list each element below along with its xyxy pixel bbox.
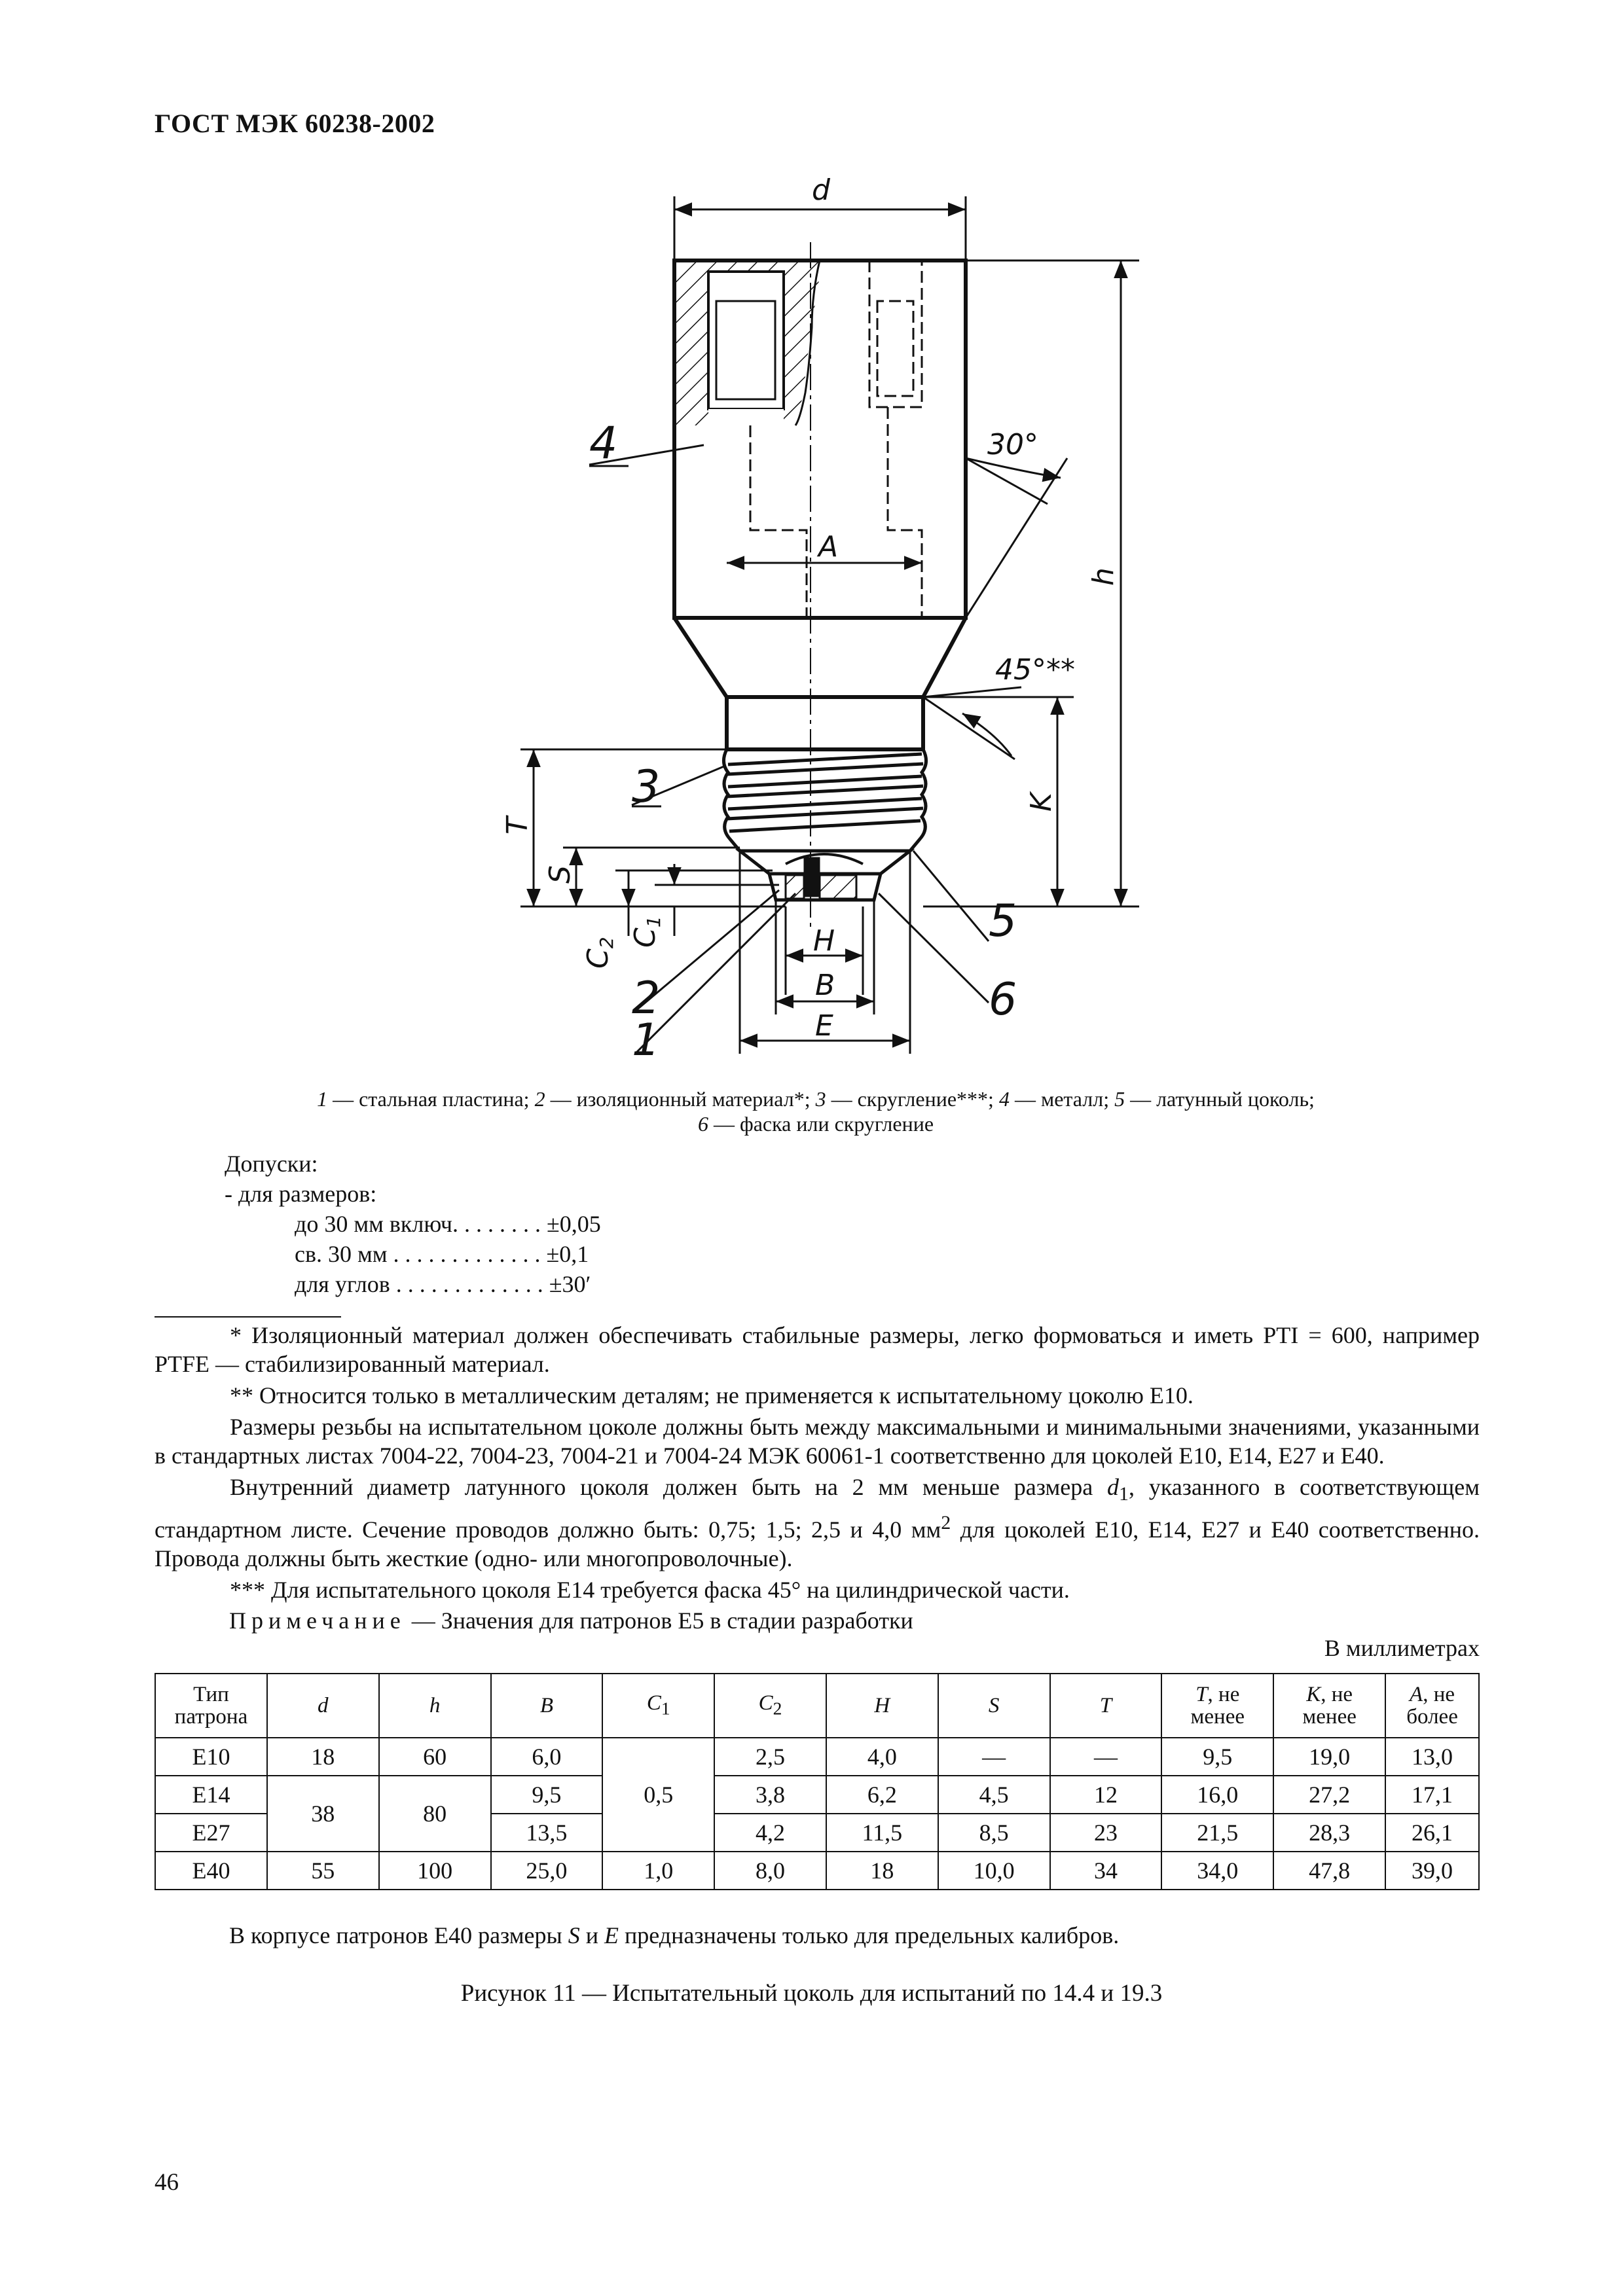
label-d: d bbox=[812, 173, 830, 207]
label-K: K bbox=[1025, 793, 1058, 812]
spec-table bbox=[155, 1673, 1480, 1890]
footnote-1: * Изоляционный материал должен обеспечивать стабильные размеры, легко формоваться и иметь PTI = 600, например PTFE — стабилизированный материал. bbox=[155, 1322, 1480, 1377]
tolerance-row: св. 30 мм . . . . . . . . . . . . . ±0,1 bbox=[295, 1241, 589, 1267]
tolerances-sub: - для размеров: bbox=[225, 1181, 377, 1207]
table-row: Е27 13,5 4,2 11,5 8,5 23 21,5 28,3 26,1 bbox=[155, 1814, 1479, 1852]
note bbox=[229, 1607, 913, 1634]
steel-insert bbox=[716, 301, 775, 399]
table-note: В корпусе патронов Е40 размеры S и E предназначены только для предельных калибров. bbox=[229, 1922, 1120, 1948]
col-T: T bbox=[1050, 1674, 1162, 1738]
callout-1: 1 bbox=[632, 1014, 661, 1066]
callout-6: 6 bbox=[989, 974, 1017, 1026]
page-number: 46 bbox=[155, 2169, 179, 2196]
document-header: ГОСТ МЭК 60238-2002 bbox=[155, 109, 435, 138]
table-row: Е14 38 80 9,5 3,8 6,2 4,5 12 16,0 27,2 17,1 bbox=[155, 1776, 1479, 1814]
footnotes bbox=[155, 1321, 1480, 1607]
footnote-2: ** Относится только в металлическим деталям; не применяется к испытательному цоколю Е10. bbox=[230, 1382, 1194, 1408]
label-T: T bbox=[501, 817, 534, 834]
label-h: h bbox=[1087, 567, 1120, 586]
label-A: A bbox=[818, 530, 839, 564]
note-text: — Значения для патронов Е5 в стадии разработки bbox=[405, 1607, 913, 1634]
table-row: Е10 18 60 6,0 0,5 2,5 4,0 — — 9,5 19,0 13,0 bbox=[155, 1738, 1479, 1776]
col-K-min: K, не менее bbox=[1273, 1674, 1385, 1738]
callout-3: 3 bbox=[632, 761, 661, 813]
figure-caption: Рисунок 11 — Испытательный цоколь для испытаний по 14.4 и 19.3 bbox=[460, 1980, 1163, 2007]
label-C1: C1 bbox=[629, 916, 665, 948]
tolerances-title: Допуски: bbox=[225, 1151, 318, 1177]
footnote-3: Размеры резьбы на испытательном цоколе должны быть между максимальными и минимальными значениями, указанными в стандартных листах 7004-22, 7004-23, 7004-21 и 7004-24 МЭК 60061-1 соответственно для цоколей Е10, Е14, Е27 и Е40. bbox=[155, 1414, 1480, 1469]
col-T-min: T, не менее bbox=[1161, 1674, 1273, 1738]
footnote-5: *** Для испытательного цоколя Е14 требуется фаска 45° на цилиндрической части. bbox=[230, 1577, 1070, 1604]
tolerance-row: для углов . . . . . . . . . . . . . ±30′ bbox=[295, 1271, 591, 1297]
callout-5: 5 bbox=[989, 895, 1017, 947]
callout-4: 4 bbox=[589, 418, 618, 469]
note-label: Примечание bbox=[229, 1607, 406, 1634]
label-C2: C2 bbox=[581, 937, 617, 969]
col-H: H bbox=[826, 1674, 938, 1738]
table-header-row bbox=[155, 1674, 1479, 1738]
base-body bbox=[674, 242, 966, 929]
legend-line-2: 6 — фаска или скругление bbox=[697, 1112, 934, 1136]
legend-line-1: 1 — стальная пластина; 2 — изоляционный материал*; 3 — скругление***; 4 — металл; 5 — латунный цоколь; bbox=[317, 1087, 1315, 1111]
label-H: H bbox=[813, 924, 835, 958]
cone bbox=[674, 618, 966, 697]
collar bbox=[727, 697, 923, 749]
label-E: E bbox=[815, 1009, 833, 1043]
col-type: Тип патрона bbox=[155, 1674, 267, 1738]
callout-2: 2 bbox=[632, 973, 661, 1024]
col-C2: $C_2$ bbox=[714, 1674, 826, 1738]
tolerances bbox=[225, 1149, 601, 1299]
col-d: d bbox=[267, 1674, 379, 1738]
col-C1: $C_1$ bbox=[602, 1674, 714, 1738]
col-B: B bbox=[491, 1674, 603, 1738]
hidden-bore bbox=[750, 425, 807, 618]
technical-drawing bbox=[0, 0, 1623, 1086]
label-angle-30: 30° bbox=[987, 428, 1038, 461]
figure-legend bbox=[155, 1086, 1477, 1136]
label-S: S bbox=[543, 865, 577, 884]
label-B: B bbox=[815, 969, 835, 1002]
label-angle-45: 45°** bbox=[995, 653, 1075, 687]
units-label: В миллиметрах bbox=[1324, 1635, 1480, 1661]
footnote-rule bbox=[155, 1316, 341, 1318]
col-A-max: A, не более bbox=[1385, 1674, 1479, 1738]
tolerance-row: до 30 мм включ. . . . . . . . ±0,05 bbox=[295, 1211, 601, 1237]
col-S: S bbox=[938, 1674, 1050, 1738]
footnote-4: Внутренний диаметр латунного цоколя должен быть на 2 мм меньше размера $d_1$, указанного в соответствующем стандартном листе. Сечение проводов должно быть: 0,75; 1,5; 2,5 и 4,0 $мм^2$ для цоколей Е10, Е14, Е27 и Е40 соответственно. Провода должны быть жесткие (одно- или многопроволочные). bbox=[155, 1474, 1480, 1572]
thread bbox=[723, 749, 926, 851]
table-row: Е40 55 100 25,0 1,0 8,0 18 10,0 34 34,0 47,8 39,0 bbox=[155, 1852, 1479, 1890]
col-h: h bbox=[379, 1674, 491, 1738]
